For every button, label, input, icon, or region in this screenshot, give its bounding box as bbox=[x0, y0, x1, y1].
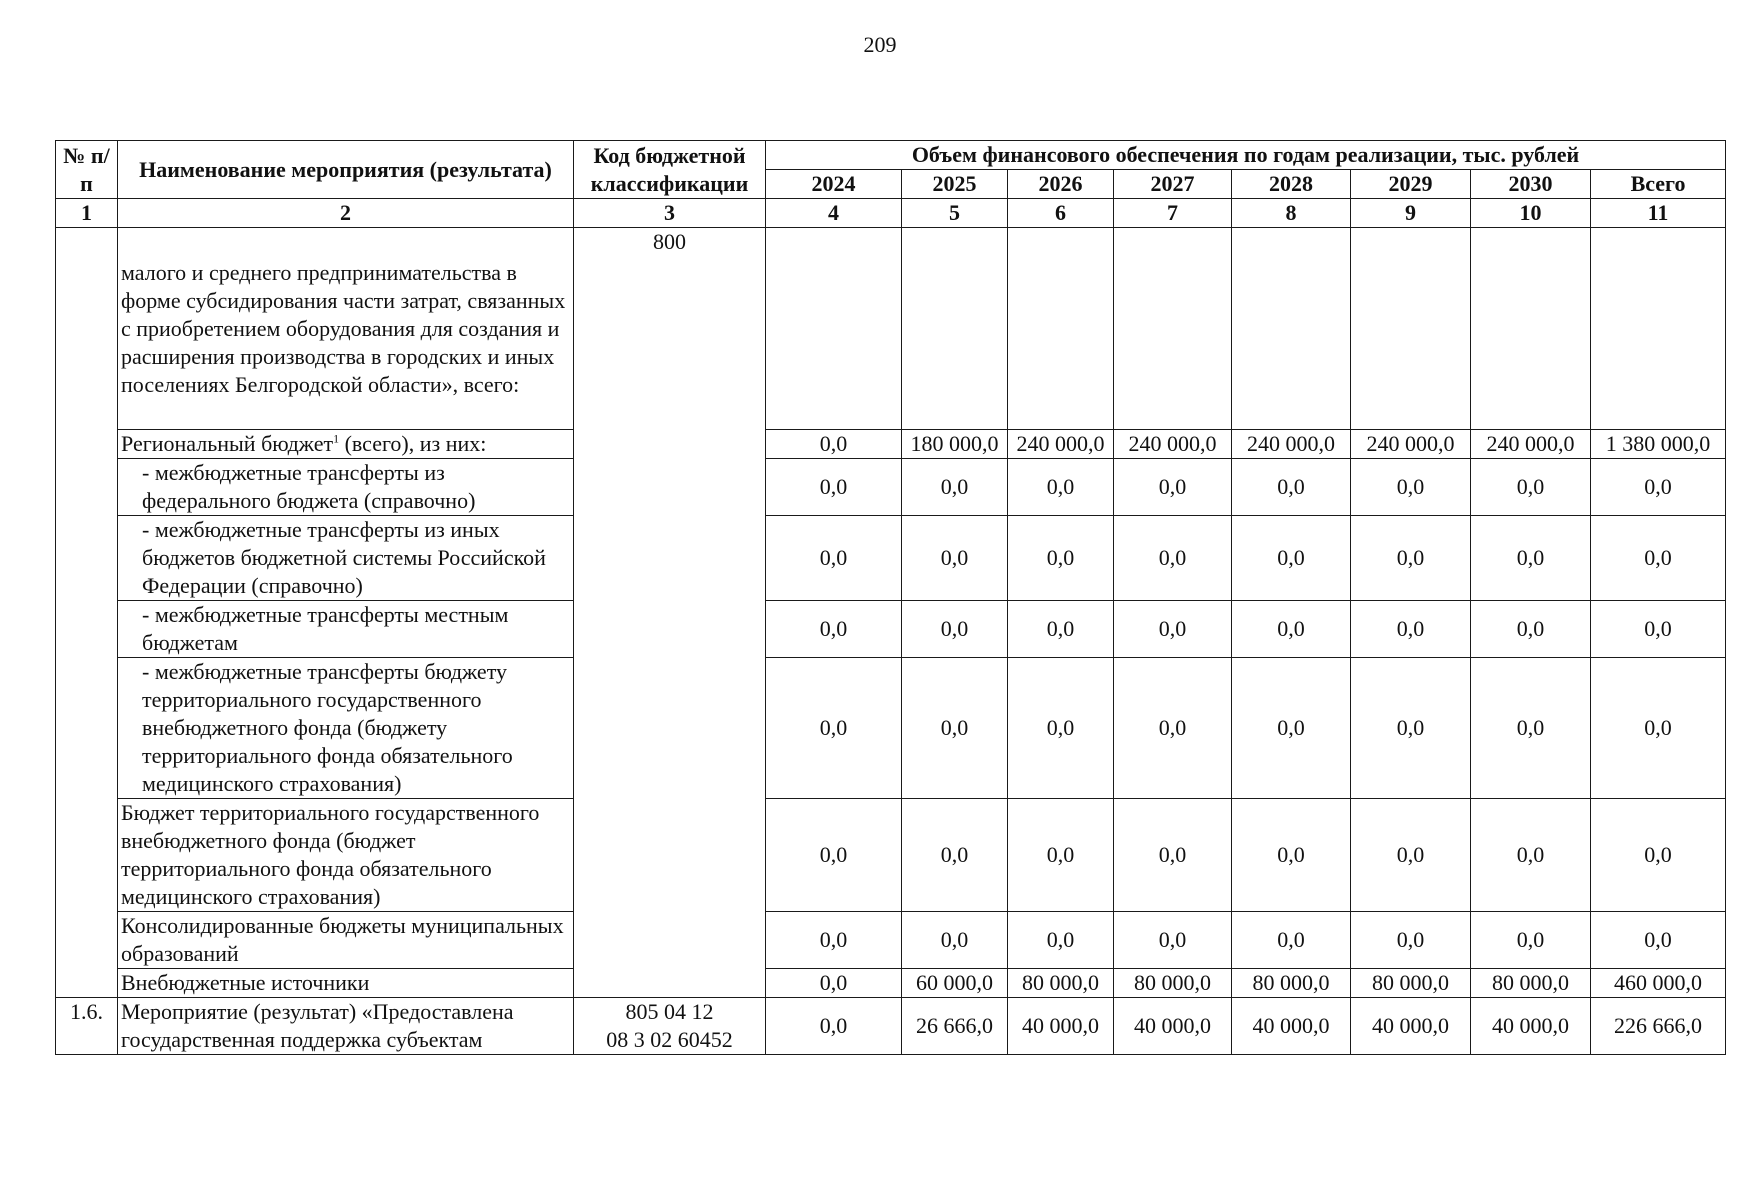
row-name: - межбюджетные трансферты местным бюджетам bbox=[118, 601, 574, 658]
row-name: - межбюджетные трансферты бюджету территориального государственного внебюджетного фонда (бюджету территориального фонда обязательного медицинского страхования) bbox=[118, 658, 574, 799]
table-row: Бюджет территориального государственного внебюджетного фонда (бюджет территориального фонда обязательного медицинского страхования) 0,0 0,0 0,0 0,0 0,0 0,0 0,0 0,0 bbox=[56, 799, 1726, 912]
col-index: 7 bbox=[1114, 199, 1232, 228]
table-row: - межбюджетные трансферты из федерального бюджета (справочно) 0,0 0,0 0,0 0,0 0,0 0,0 0,0 0,0 bbox=[56, 459, 1726, 516]
col-index: 10 bbox=[1471, 199, 1591, 228]
row-name: Консолидированные бюджеты муниципальных образований bbox=[118, 912, 574, 969]
table-row: - межбюджетные трансферты из иных бюджетов бюджетной системы Российской Федерации (справочно) 0,0 0,0 0,0 0,0 0,0 0,0 0,0 0,0 bbox=[56, 516, 1726, 601]
row-num-empty bbox=[56, 228, 118, 998]
header-year: 2029 bbox=[1351, 170, 1471, 199]
header-volume: Объем финансового обеспечения по годам реализации, тыс. рублей bbox=[766, 141, 1726, 170]
col-index: 1 bbox=[56, 199, 118, 228]
header-total: Всего bbox=[1591, 170, 1726, 199]
row-name: - межбюджетные трансферты из федерального бюджета (справочно) bbox=[118, 459, 574, 516]
page-number: 209 bbox=[863, 32, 897, 57]
row-name: Внебюджетные источники bbox=[118, 969, 574, 998]
col-index: 5 bbox=[902, 199, 1008, 228]
header-year: 2030 bbox=[1471, 170, 1591, 199]
table-row: Внебюджетные источники 0,0 60 000,0 80 000,0 80 000,0 80 000,0 80 000,0 80 000,0 460 000,0 bbox=[56, 969, 1726, 998]
col-index: 4 bbox=[766, 199, 902, 228]
header-year: 2025 bbox=[902, 170, 1008, 199]
header-year: 2026 bbox=[1008, 170, 1114, 199]
col-index: 8 bbox=[1232, 199, 1351, 228]
row-name: Бюджет территориального государственного внебюджетного фонда (бюджет территориального фонда обязательного медицинского страхования) bbox=[118, 799, 574, 912]
col-index: 3 bbox=[574, 199, 766, 228]
col-index: 9 bbox=[1351, 199, 1471, 228]
row-num: 1.6. bbox=[56, 998, 118, 1055]
header-year: 2027 bbox=[1114, 170, 1232, 199]
table-row: - межбюджетные трансферты местным бюджетам 0,0 0,0 0,0 0,0 0,0 0,0 0,0 0,0 bbox=[56, 601, 1726, 658]
row-name: Региональный бюджет$^1$ (всего), из них: bbox=[118, 430, 574, 459]
col-index: 2 bbox=[118, 199, 574, 228]
col-index: 11 bbox=[1591, 199, 1726, 228]
header-year: 2024 bbox=[766, 170, 902, 199]
row-name: Мероприятие (результат) «Предоставлена государственная поддержка субъектам bbox=[118, 998, 574, 1055]
header-code: Код бюджетной классификации bbox=[574, 141, 766, 199]
header-year: 2028 bbox=[1232, 170, 1351, 199]
continuation-text: малого и среднего предпринимательства в форме субсидирования части затрат, связанных с приобретением оборудования для создания и расширения производства в городских и иных поселениях Белгородской области», всего: bbox=[118, 228, 574, 430]
row-code: 805 04 12 08 3 02 60452 bbox=[574, 998, 766, 1055]
table-row bbox=[56, 228, 1726, 430]
row-name: - межбюджетные трансферты из иных бюджетов бюджетной системы Российской Федерации (справочно) bbox=[118, 516, 574, 601]
header-name: Наименование мероприятия (результата) bbox=[118, 141, 574, 199]
table-row: Региональный бюджет$^1$ (всего), из них: 0,0 180 000,0 240 000,0 240 000,0 240 000,0 240 000,0 240 000,0 1 380 000,0 bbox=[56, 430, 1726, 459]
table-row: Консолидированные бюджеты муниципальных образований 0,0 0,0 0,0 0,0 0,0 0,0 0,0 0,0 bbox=[56, 912, 1726, 969]
continuation-code: 800 bbox=[574, 228, 766, 998]
table-row: 1.6. Мероприятие (результат) «Предоставлена государственная поддержка субъектам 805 04 12 08 3 02 60452 0,0 26 666,0 40 000,0 40 000,0 40 000,0 40 000,0 40 000,0 226 666,0 bbox=[56, 998, 1726, 1055]
budget-table bbox=[55, 140, 1726, 1055]
table-row: - межбюджетные трансферты бюджету территориального государственного внебюджетного фонда (бюджету территориального фонда обязательного медицинского страхования) 0,0 0,0 0,0 0,0 0,0 0,0 0,0 0,0 bbox=[56, 658, 1726, 799]
col-index: 6 bbox=[1008, 199, 1114, 228]
header-num: № п/п bbox=[56, 141, 118, 199]
